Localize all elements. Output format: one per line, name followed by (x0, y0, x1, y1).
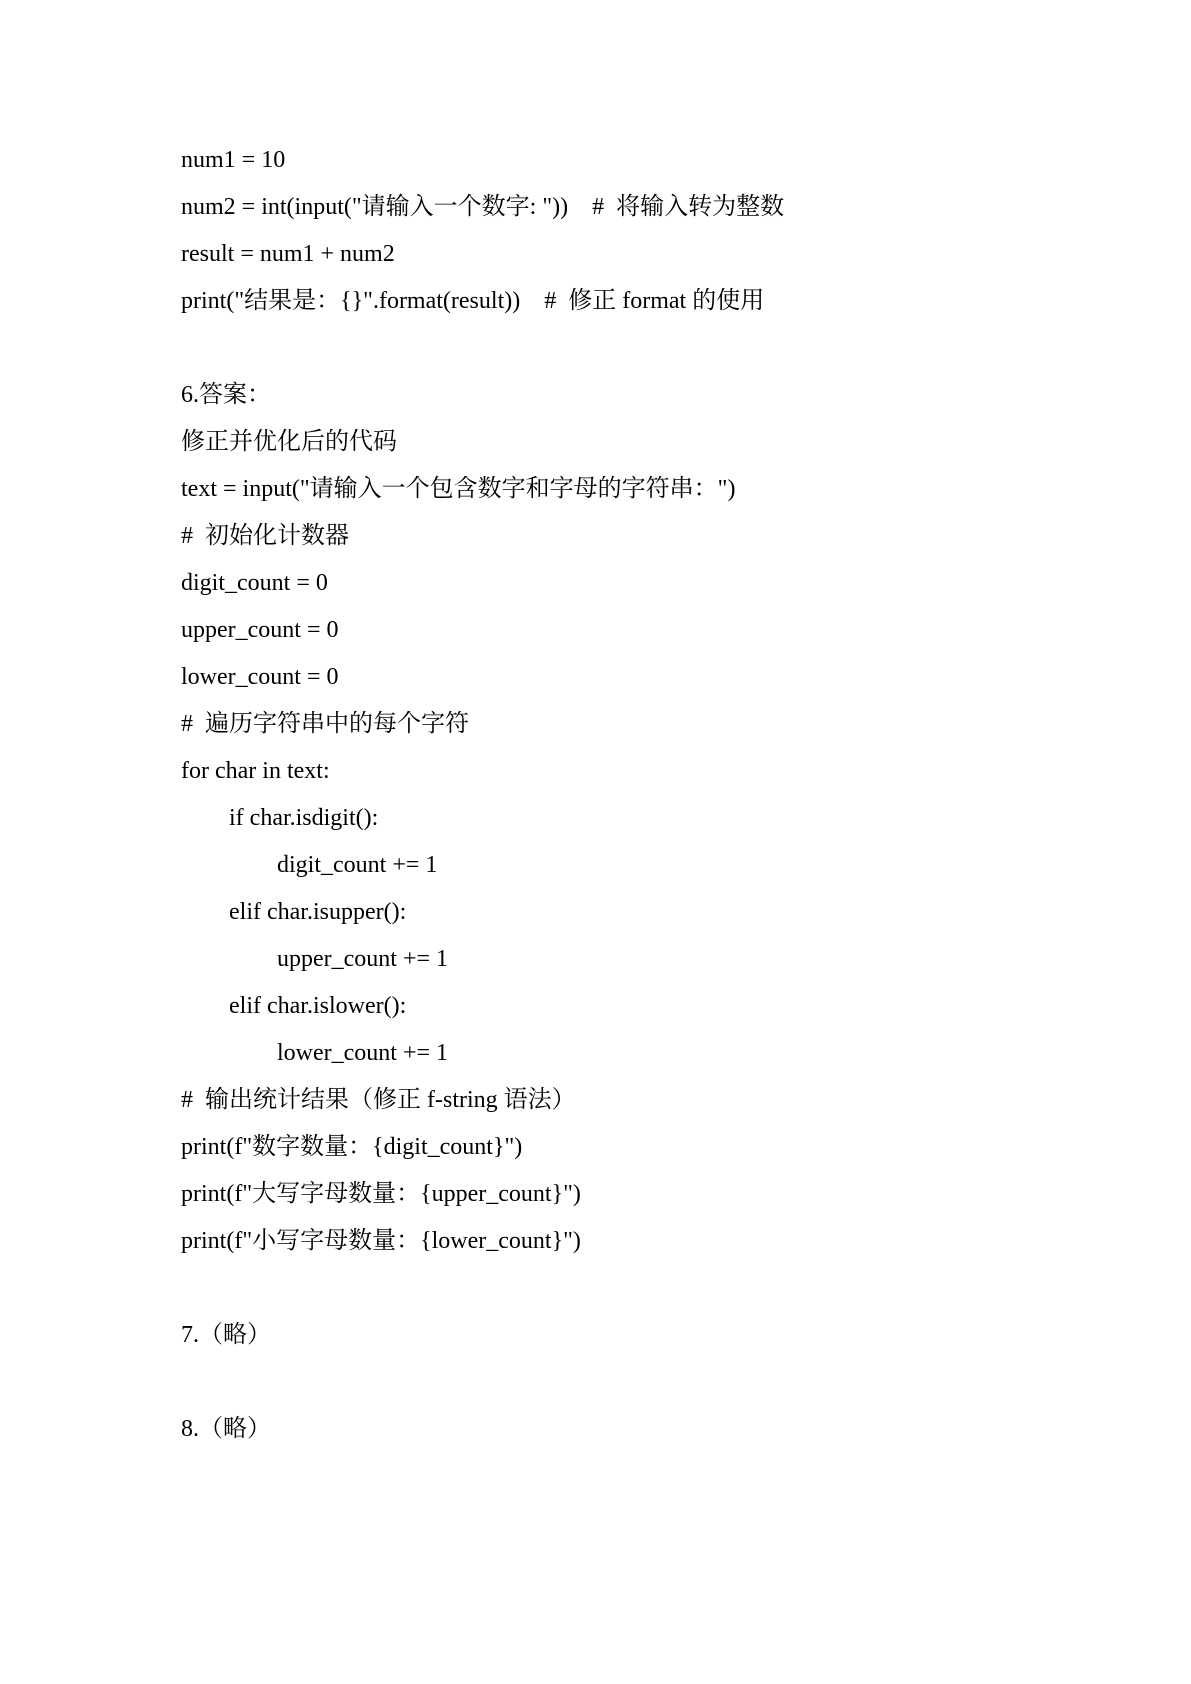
code-line: print(f"小写字母数量：{lower_count}") (181, 1228, 581, 1254)
code-line: print("结果是：{}".format(result)) # 修正 format 的使用 (181, 288, 765, 314)
code-line: elif char.islower(): (229, 993, 407, 1019)
code-line: num1 = 10 (181, 147, 286, 173)
comment-line: # 输出统计结果（修正 f-string 语法） (181, 1087, 576, 1113)
code-line: lower_count += 1 (277, 1040, 449, 1066)
spacer (181, 325, 1081, 372)
code-line: text = input("请输入一个包含数字和字母的字符串：") (181, 476, 736, 502)
code-line: digit_count += 1 (277, 852, 438, 878)
comment-line: # 初始化计数器 (181, 523, 349, 549)
code-line: elif char.isupper(): (229, 899, 407, 925)
code-line: for char in text: (181, 758, 330, 784)
code-line: lower_count = 0 (181, 664, 339, 690)
code-line: upper_count = 0 (181, 617, 339, 643)
spacer (181, 1359, 1081, 1406)
code-line: num2 = int(input("请输入一个数字: ")) # 将输入转为整数 (181, 194, 785, 220)
comment-line: # 遍历字符串中的每个字符 (181, 711, 469, 737)
code-line: digit_count = 0 (181, 570, 328, 596)
code-line: print(f"数字数量：{digit_count}") (181, 1134, 523, 1160)
code-line: result = num1 + num2 (181, 241, 395, 267)
code-line: print(f"大写字母数量：{upper_count}") (181, 1181, 581, 1207)
section-heading: 6.答案： (181, 382, 271, 408)
section-heading: 8.（略） (181, 1416, 271, 1442)
section-heading: 7.（略） (181, 1322, 271, 1348)
document-body (181, 137, 1081, 1453)
spacer (181, 1265, 1081, 1312)
text-line: 修正并优化后的代码 (181, 429, 397, 455)
code-line: upper_count += 1 (277, 946, 449, 972)
code-line: if char.isdigit(): (229, 805, 379, 831)
